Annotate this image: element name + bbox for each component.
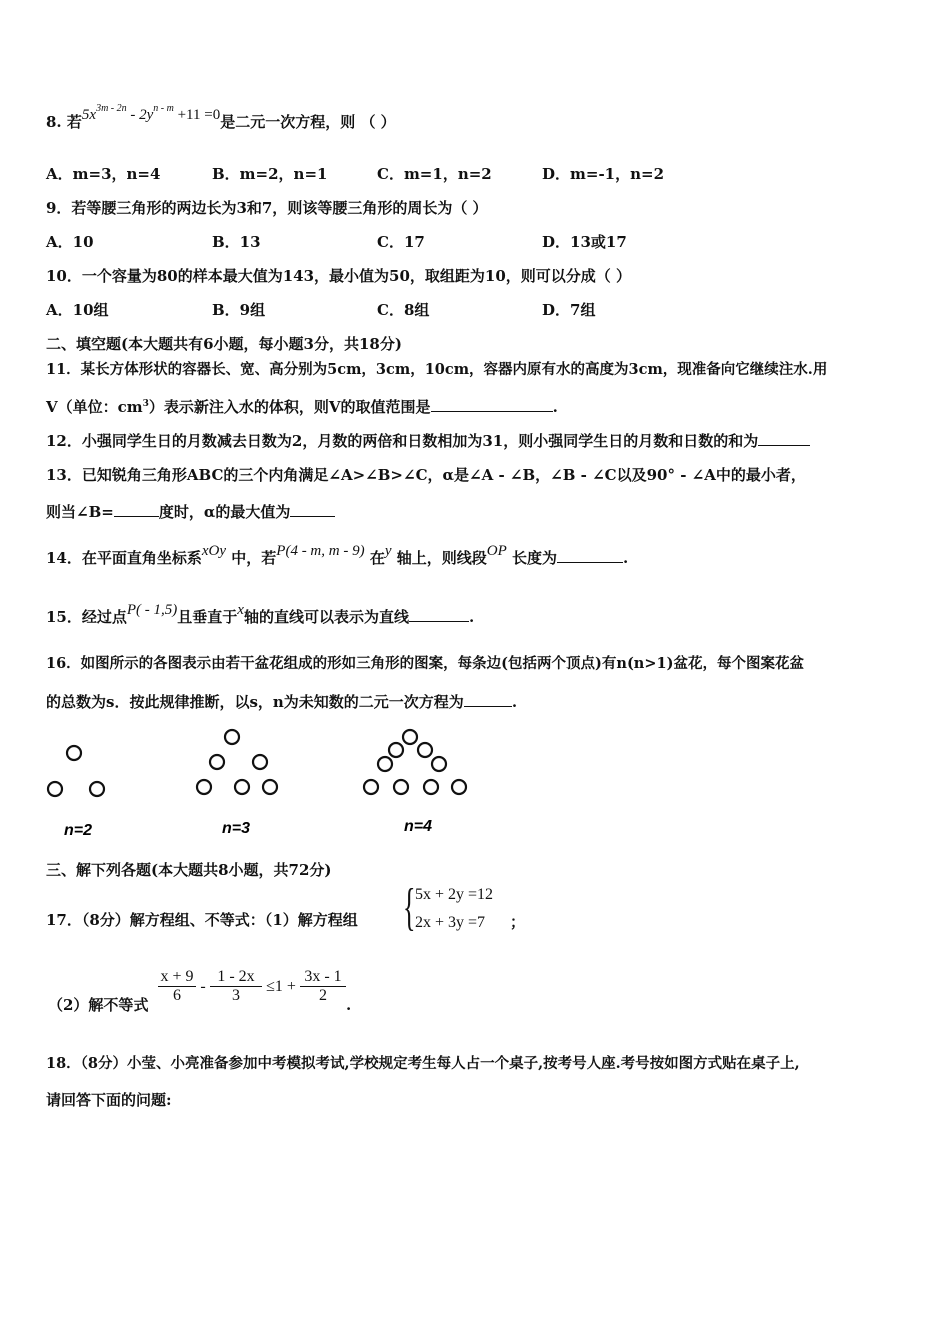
question-18-line-2: 请回答下面的问题: bbox=[46, 1091, 172, 1109]
q17-end-period: . bbox=[346, 996, 352, 1014]
question-11-line-1: 11．某长方体形状的容器长、宽、高分别为5cm，3cm，10cm，容器内原有水的高度为3cm，现准备向它继续注水.用 bbox=[46, 361, 828, 378]
pot-circle bbox=[67, 746, 81, 760]
q8-equation: $5x^{3m - 2n} - 2y^{n - m} +11 =0$ bbox=[81, 103, 221, 123]
question-9: 9．若等腰三角形的两边长为3和7，则该等腰三角形的周长为（ ） bbox=[46, 199, 488, 217]
system-equation-2: 2x + 3y =7 bbox=[415, 914, 486, 931]
fraction-3: 3x - 1 2 bbox=[300, 968, 346, 1005]
pot-circle bbox=[90, 782, 104, 796]
q8-suffix: 是二元一次方程，则 （ ） bbox=[220, 113, 396, 131]
question-15: 15．经过点P( - 1,5)且垂直于x轴的直线可以表示为直线 . bbox=[46, 602, 475, 626]
pot-circle bbox=[432, 757, 446, 771]
figure-label-n3: n=3 bbox=[222, 820, 251, 837]
pot-circle bbox=[389, 743, 403, 757]
q10-option-b: B．9组 bbox=[212, 301, 266, 319]
pot-circle bbox=[197, 780, 211, 794]
q9-option-b: B．13 bbox=[212, 233, 261, 251]
question-12: 12．小强同学生日的月数减去日数为2，月数的两倍和日数相加为31，则小强同学生日的月数和日数的和为 bbox=[46, 431, 810, 451]
question-13-line-1: 13．已知锐角三角形ABC的三个内角满足∠A>∠B>∠C，α是∠A - ∠B，∠B - ∠C以及90° - ∠A中的最小者， bbox=[46, 466, 806, 484]
q9-option-c: C．17 bbox=[377, 233, 425, 251]
q11-answer-blank[interactable] bbox=[431, 397, 553, 412]
system-equation-1: 5x + 2y =12 bbox=[415, 886, 494, 903]
fraction-2: 1 - 2x 3 bbox=[210, 968, 262, 1005]
pot-circle bbox=[225, 730, 239, 744]
flower-pattern-figure bbox=[40, 725, 480, 840]
q12-answer-blank[interactable] bbox=[758, 431, 810, 446]
q15-answer-blank[interactable] bbox=[409, 607, 469, 622]
figure-label-n4: n=4 bbox=[404, 818, 433, 835]
question-16-line-1: 16．如图所示的各图表示由若干盆花组成的形如三角形的图案，每条边(包括两个顶点)有n(n>1)盆花，每个图案花盆 bbox=[46, 655, 804, 672]
pot-circle bbox=[378, 757, 392, 771]
section-2-heading: 二、填空题(本大题共有6小题，每小题3分，共18分) bbox=[46, 335, 402, 353]
q8-option-d: D．m=-1，n=2 bbox=[542, 165, 665, 183]
minus-sign: - bbox=[200, 978, 206, 995]
q13-blank-alpha-max[interactable] bbox=[290, 502, 335, 517]
q14-answer-blank[interactable] bbox=[557, 548, 623, 563]
q9-option-a: A．10 bbox=[46, 233, 94, 251]
q9-option-d: D．13或17 bbox=[542, 233, 627, 251]
question-16-line-2: 的总数为s．按此规律推断，以s，n为未知数的二元一次方程为 . bbox=[46, 693, 518, 711]
less-equal-sign: ≤1 + bbox=[266, 978, 296, 995]
q10-option-d: D．7组 bbox=[542, 301, 596, 319]
pattern-n3 bbox=[197, 730, 277, 794]
fraction-1: x + 9 6 bbox=[158, 968, 196, 1005]
question-8 bbox=[46, 103, 396, 135]
q8-prefix: 8. 若 bbox=[46, 113, 82, 131]
system-brace: { bbox=[403, 879, 416, 936]
question-11-line-2: V（单位：$cm^3$）表示新注入水的体积，则V的取值范围是 . bbox=[46, 398, 558, 416]
pot-circle bbox=[403, 730, 417, 744]
pot-circle bbox=[253, 755, 267, 769]
pot-circle bbox=[418, 743, 432, 757]
question-17-intro: 17．（8分）解方程组、不等式：（1）解方程组 bbox=[46, 911, 358, 929]
question-10: 10．一个容量为80的样本最大值为143，最小值为50，取组距为10，则可以分成（ ） bbox=[46, 267, 632, 285]
section-3-heading: 三、解下列各题(本大题共8小题，共72分) bbox=[46, 861, 332, 879]
q13-blank-angle-b[interactable] bbox=[114, 502, 159, 517]
question-13-line-2: 则当∠B= 度时，α的最大值为 bbox=[46, 502, 335, 522]
pot-circle bbox=[263, 780, 277, 794]
q16-answer-blank[interactable] bbox=[464, 692, 512, 707]
q17-semicolon: ； bbox=[510, 913, 526, 931]
pattern-n4 bbox=[364, 730, 466, 794]
pot-circle bbox=[235, 780, 249, 794]
pot-circle bbox=[452, 780, 466, 794]
question-18-line-1: 18．（8分）小莹、小亮准备参加中考模拟考试,学校规定考生每人占一个桌子,按考号人座.考号按如图方式贴在桌子上, bbox=[46, 1055, 800, 1072]
q17-part-2-label: （2）解不等式 bbox=[48, 996, 149, 1014]
pot-circle bbox=[364, 780, 378, 794]
q8-option-b: B．m=2，n=1 bbox=[212, 165, 328, 183]
pot-circle bbox=[48, 782, 62, 796]
q10-option-c: C．8组 bbox=[377, 301, 430, 319]
pot-circle bbox=[210, 755, 224, 769]
pot-circle bbox=[394, 780, 408, 794]
pot-circle bbox=[424, 780, 438, 794]
q10-option-a: A．10组 bbox=[46, 301, 109, 319]
q8-option-a: A．m=3，n=4 bbox=[46, 165, 161, 183]
pattern-n2 bbox=[48, 746, 104, 796]
question-14: 14．在平面直角坐标系xOy 中，若P(4 - m, m - 9) 在y 轴上，则线段OP 长度为 . bbox=[46, 543, 629, 567]
q8-option-c: C．m=1，n=2 bbox=[377, 165, 492, 183]
figure-label-n2: n=2 bbox=[64, 822, 93, 839]
